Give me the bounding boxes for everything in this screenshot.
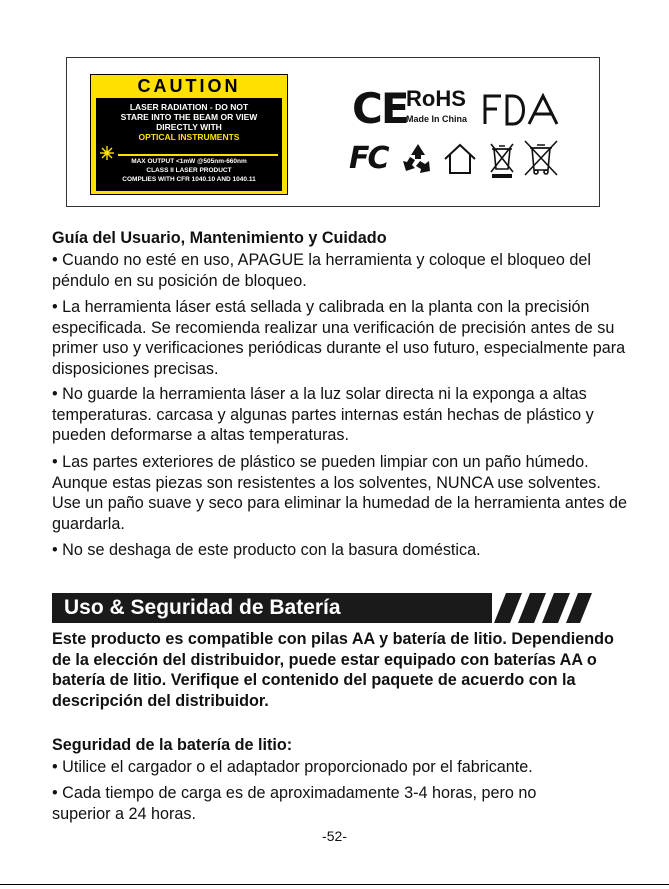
fda-logo-icon	[481, 92, 561, 128]
guide-item-1: • Cuando no esté en uso, APAGUE la herramienta y coloque el bloqueo del péndulo en su posición de bloqueo.	[52, 251, 591, 290]
bottom-rule	[0, 884, 669, 885]
guide-heading: Guía del Usuario, Mantenimiento y Cuidado	[52, 229, 387, 247]
battery-section-banner	[52, 593, 592, 623]
caution-line-2: STARE INTO THE BEAM OR VIEW	[120, 112, 258, 122]
page-number: -52-	[322, 828, 347, 844]
fda-text: FDA	[521, 127, 523, 128]
caution-line-6: CLASS II LASER PRODUCT	[146, 167, 232, 174]
caution-line-1: LASER RADIATION - DO NOT	[129, 102, 249, 112]
ce-mark-icon: CE	[352, 84, 408, 133]
caution-label	[90, 74, 288, 195]
guide-item-3: • No guarde la herramienta láser a la luz solar directa ni la exponga a altas temperaturas. carcasa y algunas partes internas están hechas de plástico y pueden deformarse a altas temperaturas.	[52, 385, 594, 444]
battery-banner-title: Uso & Seguridad de Batería	[64, 596, 341, 619]
banner-stripes-icon	[488, 593, 592, 623]
caution-line-7: COMPLIES WITH CFR 1040.10 AND 1040.11	[122, 176, 256, 183]
lithium-item-2: • Cada tiempo de carga es de aproximadamente 3-4 horas, pero no superior a 24 horas.	[52, 784, 537, 823]
fc-mark-icon: FC	[349, 141, 388, 176]
caution-divider	[118, 154, 278, 156]
regulatory-labels-panel	[66, 57, 600, 207]
guide-item-5: • No se deshaga de este producto con la basura doméstica.	[52, 541, 481, 559]
rohs-made-in: Made In China	[406, 114, 468, 124]
recycle-icon	[400, 141, 436, 177]
caution-heading: CAUTION	[137, 76, 241, 96]
caution-body	[96, 98, 282, 191]
caution-line-3: DIRECTLY WITH	[156, 122, 222, 132]
weee-bin-icon	[487, 140, 517, 180]
caution-line-4: OPTICAL INSTRUMENTS	[138, 132, 240, 142]
rohs-mark: RoHS	[406, 86, 466, 111]
guide-item-2: • La herramienta láser está sellada y calibrada en la planta con la precisión especificada. Se recomienda realizar una verificación de precisión antes de su primer uso y verificaciones periódicas durante el uso futuro, especialmente para disposiciones precisas.	[52, 298, 626, 378]
indoor-use-icon	[442, 142, 478, 176]
guide-item-4: • Las partes exteriores de plástico se pueden limpiar con un paño húmedo. Aunque estas piezas son resistentes a los solventes, NUNCA use solventes. Use un paño suave y seco para eliminar la humedad de la herramienta antes de guardarla.	[52, 453, 628, 533]
weee-bin-crossed-icon	[522, 138, 560, 178]
lithium-item-1: • Utilice el cargador o el adaptador proporcionado por el fabricante.	[52, 758, 533, 776]
lithium-safety-heading: Seguridad de la batería de litio:	[52, 736, 293, 754]
caution-line-5: MAX OUTPUT <1mW @505nm-660nm	[131, 158, 247, 165]
battery-intro: Este producto es compatible con pilas AA y batería de litio. Dependiendo de la elección del distribuidor, puede estar equipado con baterías AA o batería de litio. Verifique el contenido del paquete de acuerdo con la descripción del distribuidor.	[52, 630, 614, 710]
